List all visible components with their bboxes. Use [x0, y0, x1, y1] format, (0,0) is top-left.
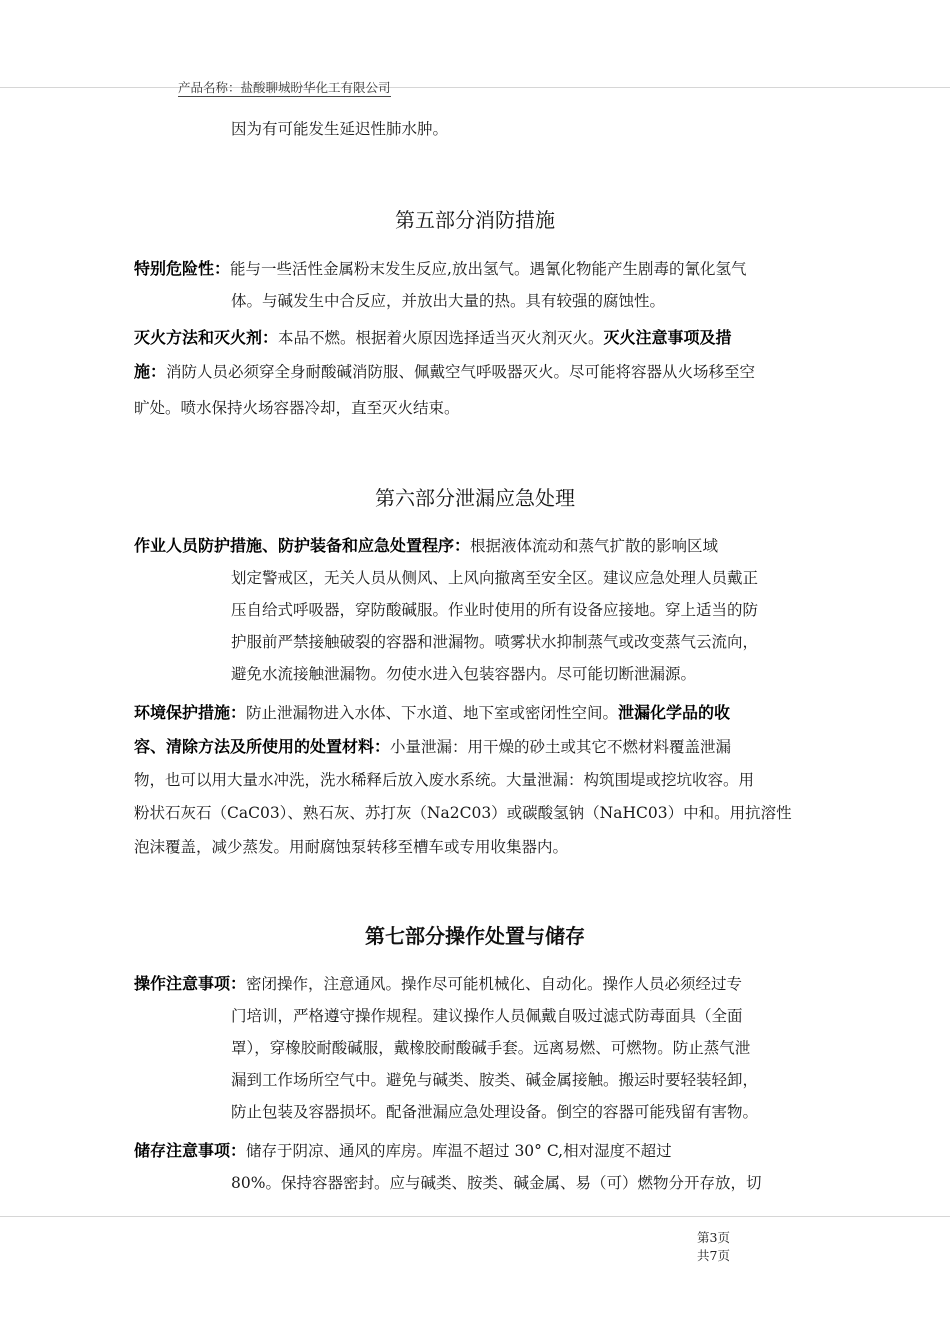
storage-text-1: 储存于阴凉、通风的库房。库温不超过 30° C,相对湿度不超过 — [246, 1142, 672, 1160]
fire-notes-label-b: 施： — [134, 362, 167, 381]
section-5-title: 第五部分消防措施 — [395, 208, 555, 232]
storage-line-2: 80%。保持容器密封。应与碱类、胺类、碱金属、易（可）燃物分开存放，切 — [231, 1174, 762, 1192]
personnel-text-1: 根据液体流动和蒸气扩散的影响区域 — [470, 537, 719, 555]
header-rule — [0, 87, 950, 88]
cleanup-text-1: 小量泄漏：用干燥的砂土或其它不燃材料覆盖泄漏 — [390, 738, 732, 756]
extinguish-label: 灭火方法和灭火剂： — [134, 328, 279, 347]
hazard-label: 特别危险性： — [134, 259, 231, 278]
fire-notes-label-a: 灭火注意事项及措 — [603, 328, 732, 347]
hazard-line-2: 体。与碱发生中合反应，并放出大量的热。具有较强的腐蚀性。 — [231, 292, 666, 310]
cleanup-line-4: 泡沫覆盖，减少蒸发。用耐腐蚀泵转移至槽车或专用收集器内。 — [134, 838, 569, 856]
storage-label: 储存注意事项： — [134, 1141, 247, 1160]
hazard-line-1 — [134, 258, 746, 280]
fire-notes-line-2: 旷处。喷水保持火场容器冷却，直至灭火结束。 — [134, 399, 460, 417]
handling-line-4: 漏到工作场所空气中。避免与碱类、胺类、碱金属接触。搬运时要轻装轻卸， — [231, 1071, 759, 1089]
page-total: 共7页 — [697, 1248, 730, 1263]
cleanup-line-2: 物，也可以用大量水冲洗，洗水稀释后放入废水系统。大量泄漏：构筑围堤或挖坑收容。用 — [134, 771, 755, 789]
product-name-header: 产品名称：盐酸聊城盼华化工有限公司 — [178, 80, 391, 95]
extinguish-text: 本品不燃。根据着火原因选择适当灭火剂灭火。 — [278, 329, 604, 347]
storage-line-1 — [134, 1140, 672, 1162]
handling-text-1: 密闭操作，注意通风。操作尽可能机械化、自动化。操作人员必须经过专 — [246, 975, 743, 993]
personnel-line-1 — [134, 535, 718, 557]
env-label: 环境保护措施： — [134, 703, 247, 722]
cleanup-label-a: 泄漏化学品的收 — [618, 703, 731, 722]
section-6-title: 第六部分泄漏应急处理 — [375, 486, 575, 510]
handling-line-3: 罩），穿橡胶耐酸碱服，戴橡胶耐酸碱手套。远离易燃、可燃物。防止蒸气泄 — [231, 1039, 751, 1057]
handling-line-2: 门培训，严格遵守操作规程。建议操作人员佩戴自吸过滤式防毒面具（全面 — [231, 1007, 743, 1025]
personnel-line-3: 压自给式呼吸器，穿防酸碱服。作业时使用的所有设备应接地。穿上适当的防 — [231, 601, 759, 619]
env-text: 防止泄漏物进入水体、下水道、地下室或密闭性空间。 — [246, 704, 619, 722]
personnel-line-5: 避免水流接触泄漏物。勿使水进入包装容器内。尽可能切断泄漏源。 — [231, 665, 697, 683]
page-number: 第3页 — [697, 1230, 730, 1245]
fire-notes-text-1: 消防人员必须穿全身耐酸碱消防服、佩戴空气呼吸器灭火。尽可能将容器从火场移至空 — [166, 363, 756, 381]
handling-line-1 — [134, 973, 742, 995]
personnel-line-4: 护服前严禁接触破裂的容器和泄漏物。喷雾状水抑制蒸气或改变蒸气云流向， — [231, 633, 759, 651]
handling-label: 操作注意事项： — [134, 974, 247, 993]
extinguish-line — [134, 327, 732, 349]
personnel-line-2: 划定警戒区，无关人员从侧风、上风向撤离至安全区。建议应急处理人员戴正 — [231, 569, 759, 587]
carry-over-text: 因为有可能发生延迟性肺水肿。 — [231, 120, 449, 138]
cleanup-line-3: 粉状石灰石（CaC03）、熟石灰、苏打灰（Na2C03）或碳酸氢钠（NaHC03）中和。用抗溶性 — [134, 804, 792, 822]
handling-line-5: 防止包装及容器损坏。配备泄漏应急处理设备。倒空的容器可能残留有害物。 — [231, 1103, 759, 1121]
cleanup-label-b: 容、清除方法及所使用的处置材料： — [134, 737, 391, 756]
fire-notes-line-1 — [134, 361, 755, 383]
cleanup-line-1 — [134, 736, 731, 758]
section-7-title: 第七部分操作处置与储存 — [365, 924, 585, 948]
env-line — [134, 702, 730, 724]
personnel-label: 作业人员防护措施、防护装备和应急处置程序： — [134, 536, 471, 555]
footer-rule — [0, 1216, 950, 1217]
hazard-text-1: 能与一些活性金属粉末发生反应,放出氢气。遇氰化物能产生剧毒的氰化氢气 — [230, 260, 747, 278]
